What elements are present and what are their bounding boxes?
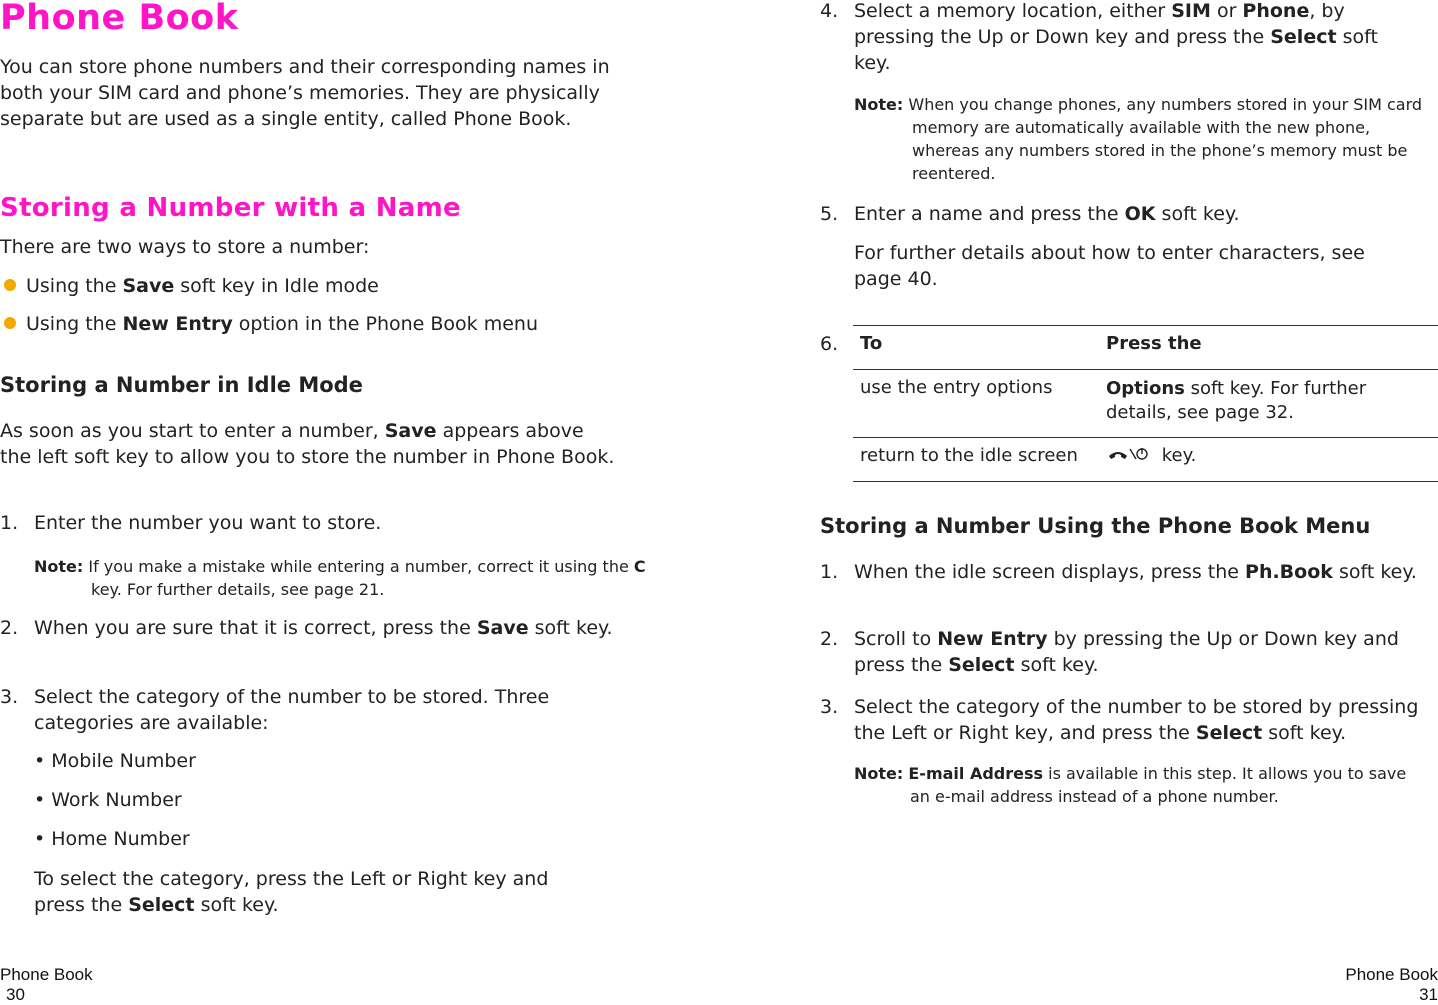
step-number: 2. [820,628,839,650]
step-number: 4. [820,0,839,22]
note: Note: E-mail Address is available in this step. It allows you to save an e-mail address instead of a phone number. [854,764,1407,806]
footer-title: Phone Book [1345,965,1438,984]
step-text: When the idle screen displays, press the Ph.Book soft key. [854,561,1417,583]
category-item: • Home Number [34,828,190,850]
step-text: When you are sure that it is correct, press the Save soft key. [34,617,613,639]
footer-left [0,965,93,1005]
table-header: Press the [1106,333,1202,354]
subsection-intro: As soon as you start to enter a number, Save appears above the left soft key to allow you to store the number in Phone Book. [0,420,615,468]
step-text: Scroll to New Entry by pressing the Up or Down key and press the Select soft key. [854,628,1399,676]
note: Note: When you change phones, any numbers stored in your SIM card memory are automatically available with the new phone, whereas any numbers stored in the phone’s memory must be reentered. [854,95,1423,183]
bullet-icon [4,317,16,329]
table-rule [853,481,1438,482]
subsection-title: Storing a Number Using the Phone Book Menu [820,514,1371,538]
step-number: 3. [820,696,839,718]
table-header: To [860,333,883,354]
step-text: Select a memory location, either SIM or Phone, by pressing the Up or Down key and press the Select soft key. [854,0,1378,74]
step-number: 6. [820,333,839,355]
step-number: 2. [0,617,19,639]
section-title: Storing a Number with a Name [0,193,461,223]
page-number: 31 [1419,985,1438,1004]
intro-paragraph: You can store phone numbers and their corresponding names in both your SIM card and phone’s memories. They are physically separate but are used as a single entity, called Phone Book. [0,56,610,130]
step-text: For further details about how to enter characters, see page 40. [854,242,1365,290]
table-rule [853,369,1438,370]
page-number: 30 [6,985,25,1004]
step-text: Select the category of the number to be stored by pressing the Left or Right key, and press the Select soft key. [854,696,1419,744]
section-intro: There are two ways to store a number: [0,236,370,258]
table-cell: return to the idle screen [860,445,1078,466]
end-call-power-icon [1106,445,1156,463]
step-number: 1. [0,512,19,534]
table-cell: use the entry options [860,377,1053,398]
table-rule [853,437,1438,438]
footer-right [1345,965,1438,1005]
step-number: 1. [820,561,839,583]
step-text: To select the category, press the Left or Right key and press the Select soft key. [34,868,549,916]
footer-title: Phone Book [0,965,93,984]
category-item: • Work Number [34,789,182,811]
step-number: 3. [0,686,19,708]
page-title: Phone Book [0,0,239,38]
step-text: Enter a name and press the OK soft key. [854,203,1240,225]
bullet-item: Using the Save soft key in Idle mode [4,273,379,299]
table-rule [853,325,1438,326]
subsection-title: Storing a Number in Idle Mode [0,373,363,397]
note: Note: If you make a mistake while entering a number, correct it using the C key. For further details, see page 21. [34,557,646,599]
step-number: 5. [820,203,839,225]
table-cell: Options soft key. For further details, see page 32. [1106,378,1367,423]
bullet-item: Using the New Entry option in the Phone Book menu [4,311,538,337]
bullet-icon [4,279,16,291]
step-text: Select the category of the number to be stored. Three categories are available: [34,686,550,734]
category-item: • Mobile Number [34,750,196,772]
step-text: Enter the number you want to store. [34,512,382,534]
table-cell: key. [1106,445,1196,466]
